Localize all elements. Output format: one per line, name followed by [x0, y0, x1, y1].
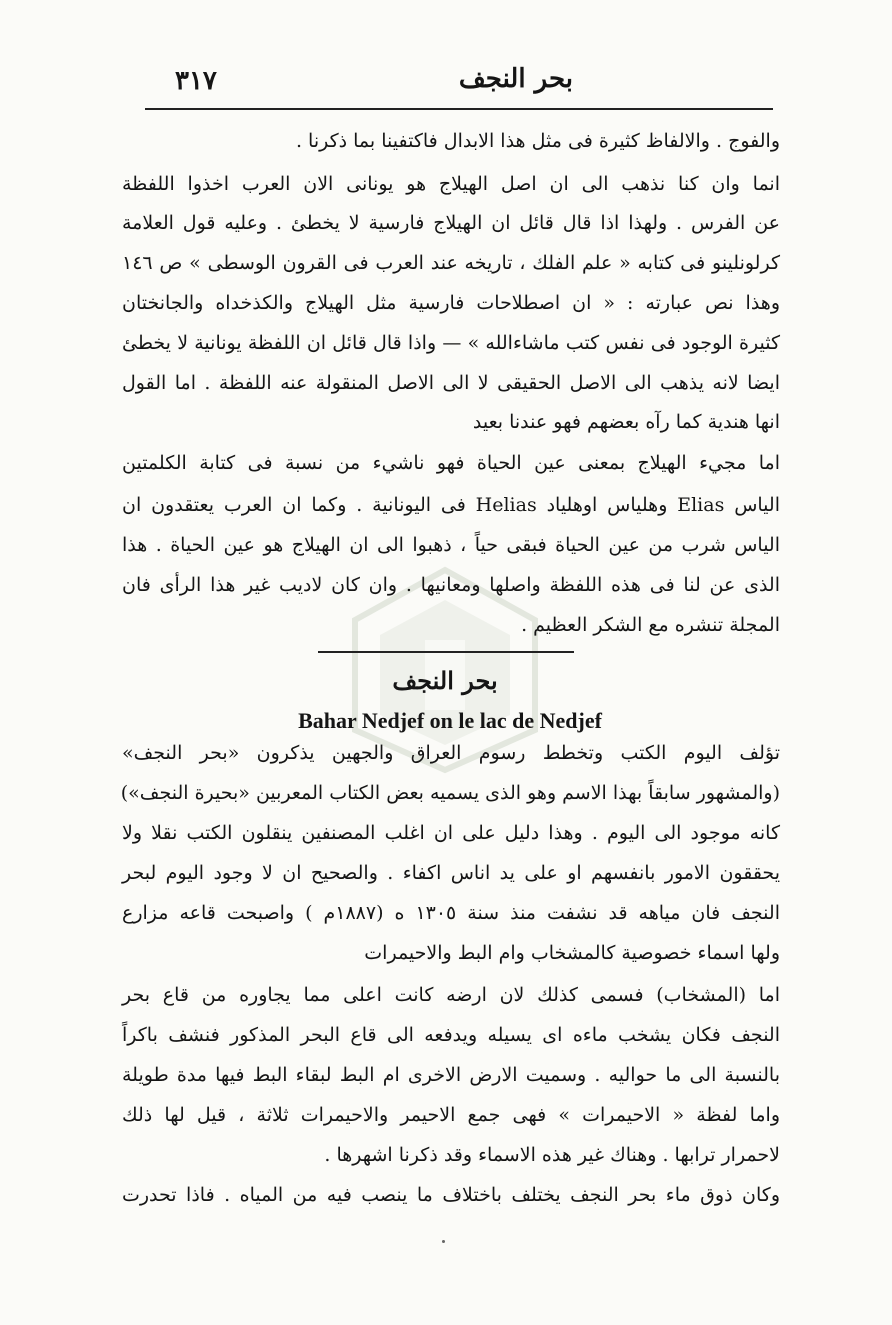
- text-line: النجف فان مياهه قد نشفت منذ سنة ١٣٠٥ ه (١٨٨٧م ) واصبحت قاعه مزارع: [122, 902, 780, 924]
- text-line: ولها اسماء خصوصية كالمشخاب وام البط والاحيمرات: [364, 942, 780, 964]
- text-line: انما وان كنا نذهب الى ان اصل الهيلاج هو يونانى الان العرب اخذوا اللفظة: [122, 173, 780, 195]
- page-header: [145, 62, 773, 110]
- text-line: (والمشهور سابقاً بهذا الاسم وهو الذى يسميه بعض الكتاب المعربين «بحيرة النجف»): [120, 782, 780, 804]
- text-line: يحققون الامور بانفسهم او على يد اناس اكفاء . والصحيح ان لا وجود اليوم لبحر: [122, 862, 780, 884]
- page-number: ٣١٧: [175, 66, 217, 96]
- text-line: والفوج . والالفاظ كثيرة فى مثل هذا الابدال فاكتفينا بما ذكرنا .: [295, 130, 780, 152]
- text-line: الذى عن لنا فى هذه اللفظة واصلها ومعانيها . وان كان لاديب غير هذا الرأى فان: [122, 574, 780, 596]
- text-line: واما لفظة « الاحيمرات » فهى جمع الاحيمر والاحيمرات ثلاثة ، قيل لها ذلك: [122, 1104, 780, 1126]
- text-line: الياس شرب من عين الحياة فبقى حياً ، ذهبوا الى ان الهيلاج هو عين الحياة . هذا: [122, 534, 780, 556]
- text-line: كانه موجود الى اليوم . وهذا دليل على ان اغلب المصنفين ينقلون الكتب نقلا ولا: [122, 822, 780, 844]
- text-line: النجف فكان يشخب ماءه اى يسيله ويدفعه الى قاع البحر المذكور فنشف باكراً: [122, 1024, 780, 1046]
- text-line: كرلونلينو فى كتابه « علم الفلك ، تاريخه عند العرب فى القرون الوسطى » ص ١٤٦: [122, 252, 780, 274]
- section-divider: [318, 651, 574, 653]
- text-line: اما (المشخاب) فسمى كذلك لان ارضه كانت اعلى مما يجاوره من قاع بحر: [122, 984, 780, 1006]
- text-line: عن الفرس . ولهذا اذا قال قائل ان الهيلاج فارسية لا يخطئ . وعليه قول العلامة: [122, 212, 780, 234]
- text-line: بالنسبة الى ما حواليه . وسميت الارض الاخرى ام البط لبقاء البط فيها مدة طويلة: [122, 1064, 780, 1086]
- text-line: كثيرة الوجود فى نفس كتب ماشاءالله » — واذا قال قائل ان اللفظة يونانية لا يخطئ: [122, 332, 780, 354]
- section-title: بحر النجف: [392, 666, 498, 695]
- text-line: انها هندية كما رآه بعضهم فهو عندنا بعيد: [472, 411, 780, 433]
- text-line: اما مجيء الهيلاج بمعنى عين الحياة فهو ناشيء من نسبة فى كتابة الكلمتين: [122, 452, 780, 474]
- text-line: وهذا نص عبارته : « ان اصطلاحات فارسية مثل الهيلاج والكذخداه والجانختان: [122, 292, 780, 314]
- section-subtitle: Bahar Nedjef on le lac de Nedjef: [298, 708, 602, 733]
- running-title: بحر النجف: [458, 64, 573, 94]
- text-line: ايضا لانه يذهب الى الاصل الحقيقى لا الى الاصل المنقولة عنه اللفظة . اما القول: [122, 372, 780, 394]
- text-line: لاحمرار ترابها . وهناك غير هذه الاسماء وقد ذكرنا اشهرها .: [324, 1144, 780, 1166]
- text-line: تؤلف اليوم الكتب وتخطط رسوم العراق والجهين يذكرون «بحر النجف»: [122, 742, 780, 764]
- text-line: الياس Elias وهلياس اوهلياد Helias فى اليونانية . وكما ان العرب يعتقدون ان: [122, 494, 780, 516]
- text-line: المجلة تنشره مع الشكر العظيم .: [521, 614, 780, 636]
- print-speck: [442, 1240, 445, 1243]
- text-line: وكان ذوق ماء بحر النجف يختلف باختلاف ما ينصب فيه من المياه . فاذا تحدرت: [122, 1184, 780, 1206]
